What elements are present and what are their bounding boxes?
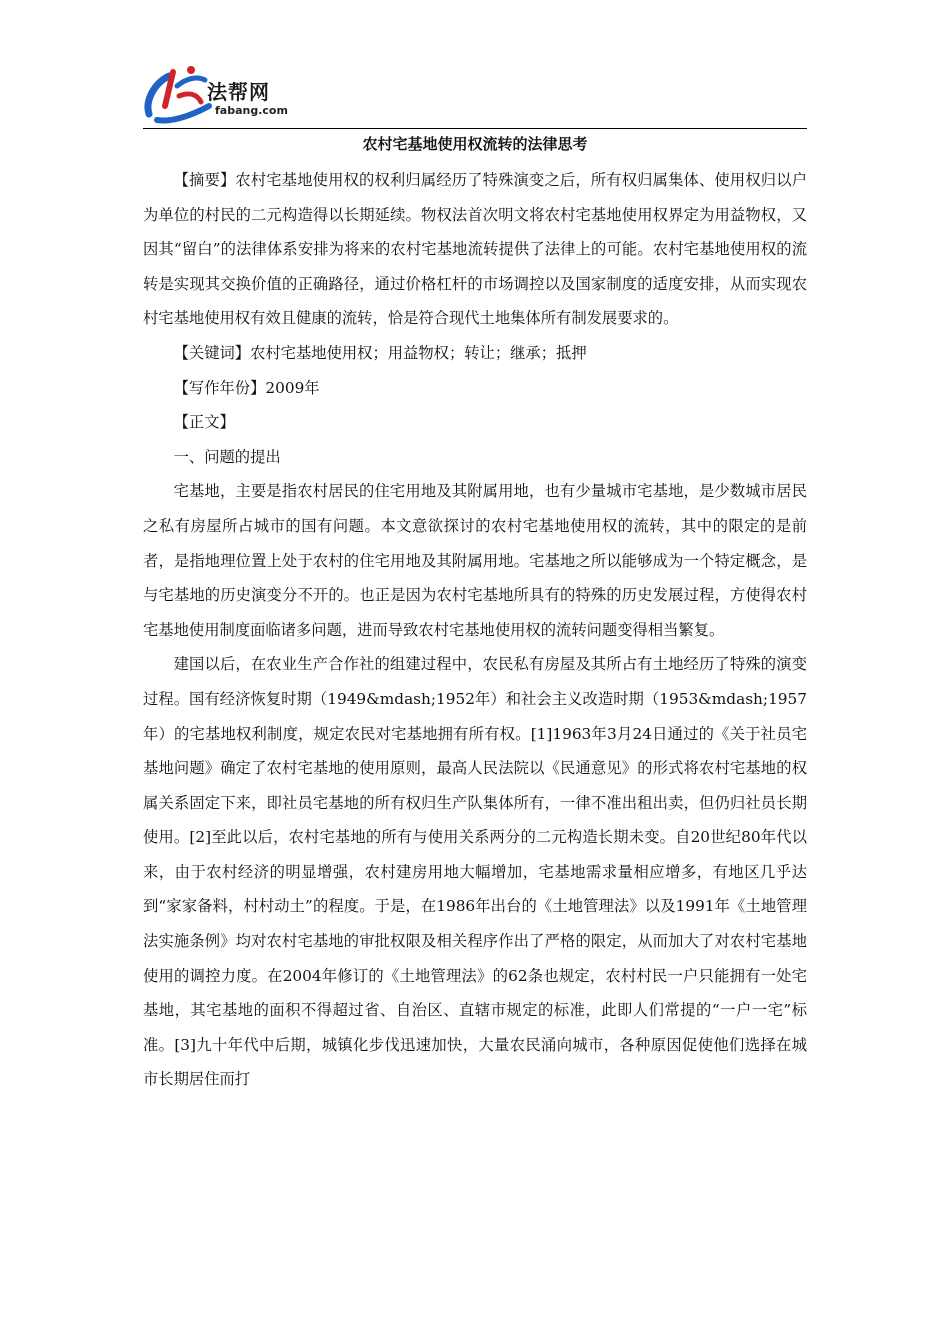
fabang-logo-mark-icon <box>143 62 213 128</box>
section-heading: 一、问题的提出 <box>173 447 281 466</box>
body-paragraph: 宅基地，主要是指农村居民的住宅用地及其附属用地，也有少量城市宅基地，是少数城市居民之私有房屋所占城市的国有问题。本文意欲探讨的农村宅基地使用权的流转，其中的限定的是前者，是指地理位置上处于农村的住宅用地及其附属用地。宅基地之所以能够成为一个特定概念，是与宅基地的历史演变分不开的。也正是因为农村宅基地所具有的特殊的历史发展过程，方使得农村宅基地使用制度面临诸多问题，进而导致农村宅基地使用权的流转问题变得相当繁复。 <box>143 482 807 639</box>
article-body <box>143 163 807 1097</box>
header-divider <box>143 128 807 129</box>
abstract-paragraph: 【摘要】农村宅基地使用权的权利归属经历了特殊演变之后，所有权归属集体、使用权归以户为单位的村民的二元构造得以长期延续。物权法首次明文将农村宅基地使用权界定为用益物权，又因其“留白”的法律体系安排为将来的农村宅基地流转提供了法律上的可能。农村宅基地使用权的流转是实现其交换价值的正确路径，通过价格杠杆的市场调控以及国家制度的适度安排，从而实现农村宅基地使用权有效且健康的流转，恰是符合现代土地集体所有制发展要求的。 <box>143 171 807 328</box>
year-paragraph: 【写作年份】2009年 <box>173 378 320 397</box>
logo-subtext: fabang.com <box>215 104 288 117</box>
fabang-logo[interactable] <box>143 62 343 128</box>
body-paragraph: 建国以后，在农业生产合作社的组建过程中，农民私有房屋及其所占有土地经历了特殊的演变过程。国有经济恢复时期（1949&mdash;1952年）和社会主义改造时期（1953&mdash;1957年）的宅基地权利制度，规定农民对宅基地拥有所有权。[1]1963年3月24日通过的《关于社员宅基地问题》确定了农村宅基地的使用原则，最高人民法院以《民通意见》的形式将农村宅基地的权属关系固定下来，即社员宅基地的所有权归生产队集体所有，一律不准出租出卖，但仍归社员长期使用。[2]至此以后，农村宅基地的所有与使用关系两分的二元构造长期未变。自20世纪80年代以来，由于农村经济的明显增强，农村建房用地大幅增加，宅基地需求量相应增多，有地区几乎达到“家家备料，村村动土”的程度。于是，在1986年出台的《土地管理法》以及1991年《土地管理法实施条例》均对农村宅基地的审批权限及相关程序作出了严格的限定，从而加大了对农村宅基地使用的调控力度。在2004年修订的《土地管理法》的62条也规定，农村村民一户只能拥有一处宅基地，其宅基地的面积不得超过省、自治区、直辖市规定的标准，此即人们常提的“一户一宅”标准。[3]九十年代中后期，城镇化步伐迅速加快，大量农民涌向城市，各种原因促使他们选择在城市长期居住而打 <box>143 655 807 1089</box>
page-header <box>143 62 807 128</box>
keywords-paragraph: 【关键词】农村宅基地使用权；用益物权；转让；继承；抵押 <box>173 343 587 362</box>
article-title: 农村宅基地使用权流转的法律思考 <box>362 135 588 153</box>
body-marker: 【正文】 <box>173 413 235 432</box>
logo-text: 法帮网 <box>207 80 270 104</box>
